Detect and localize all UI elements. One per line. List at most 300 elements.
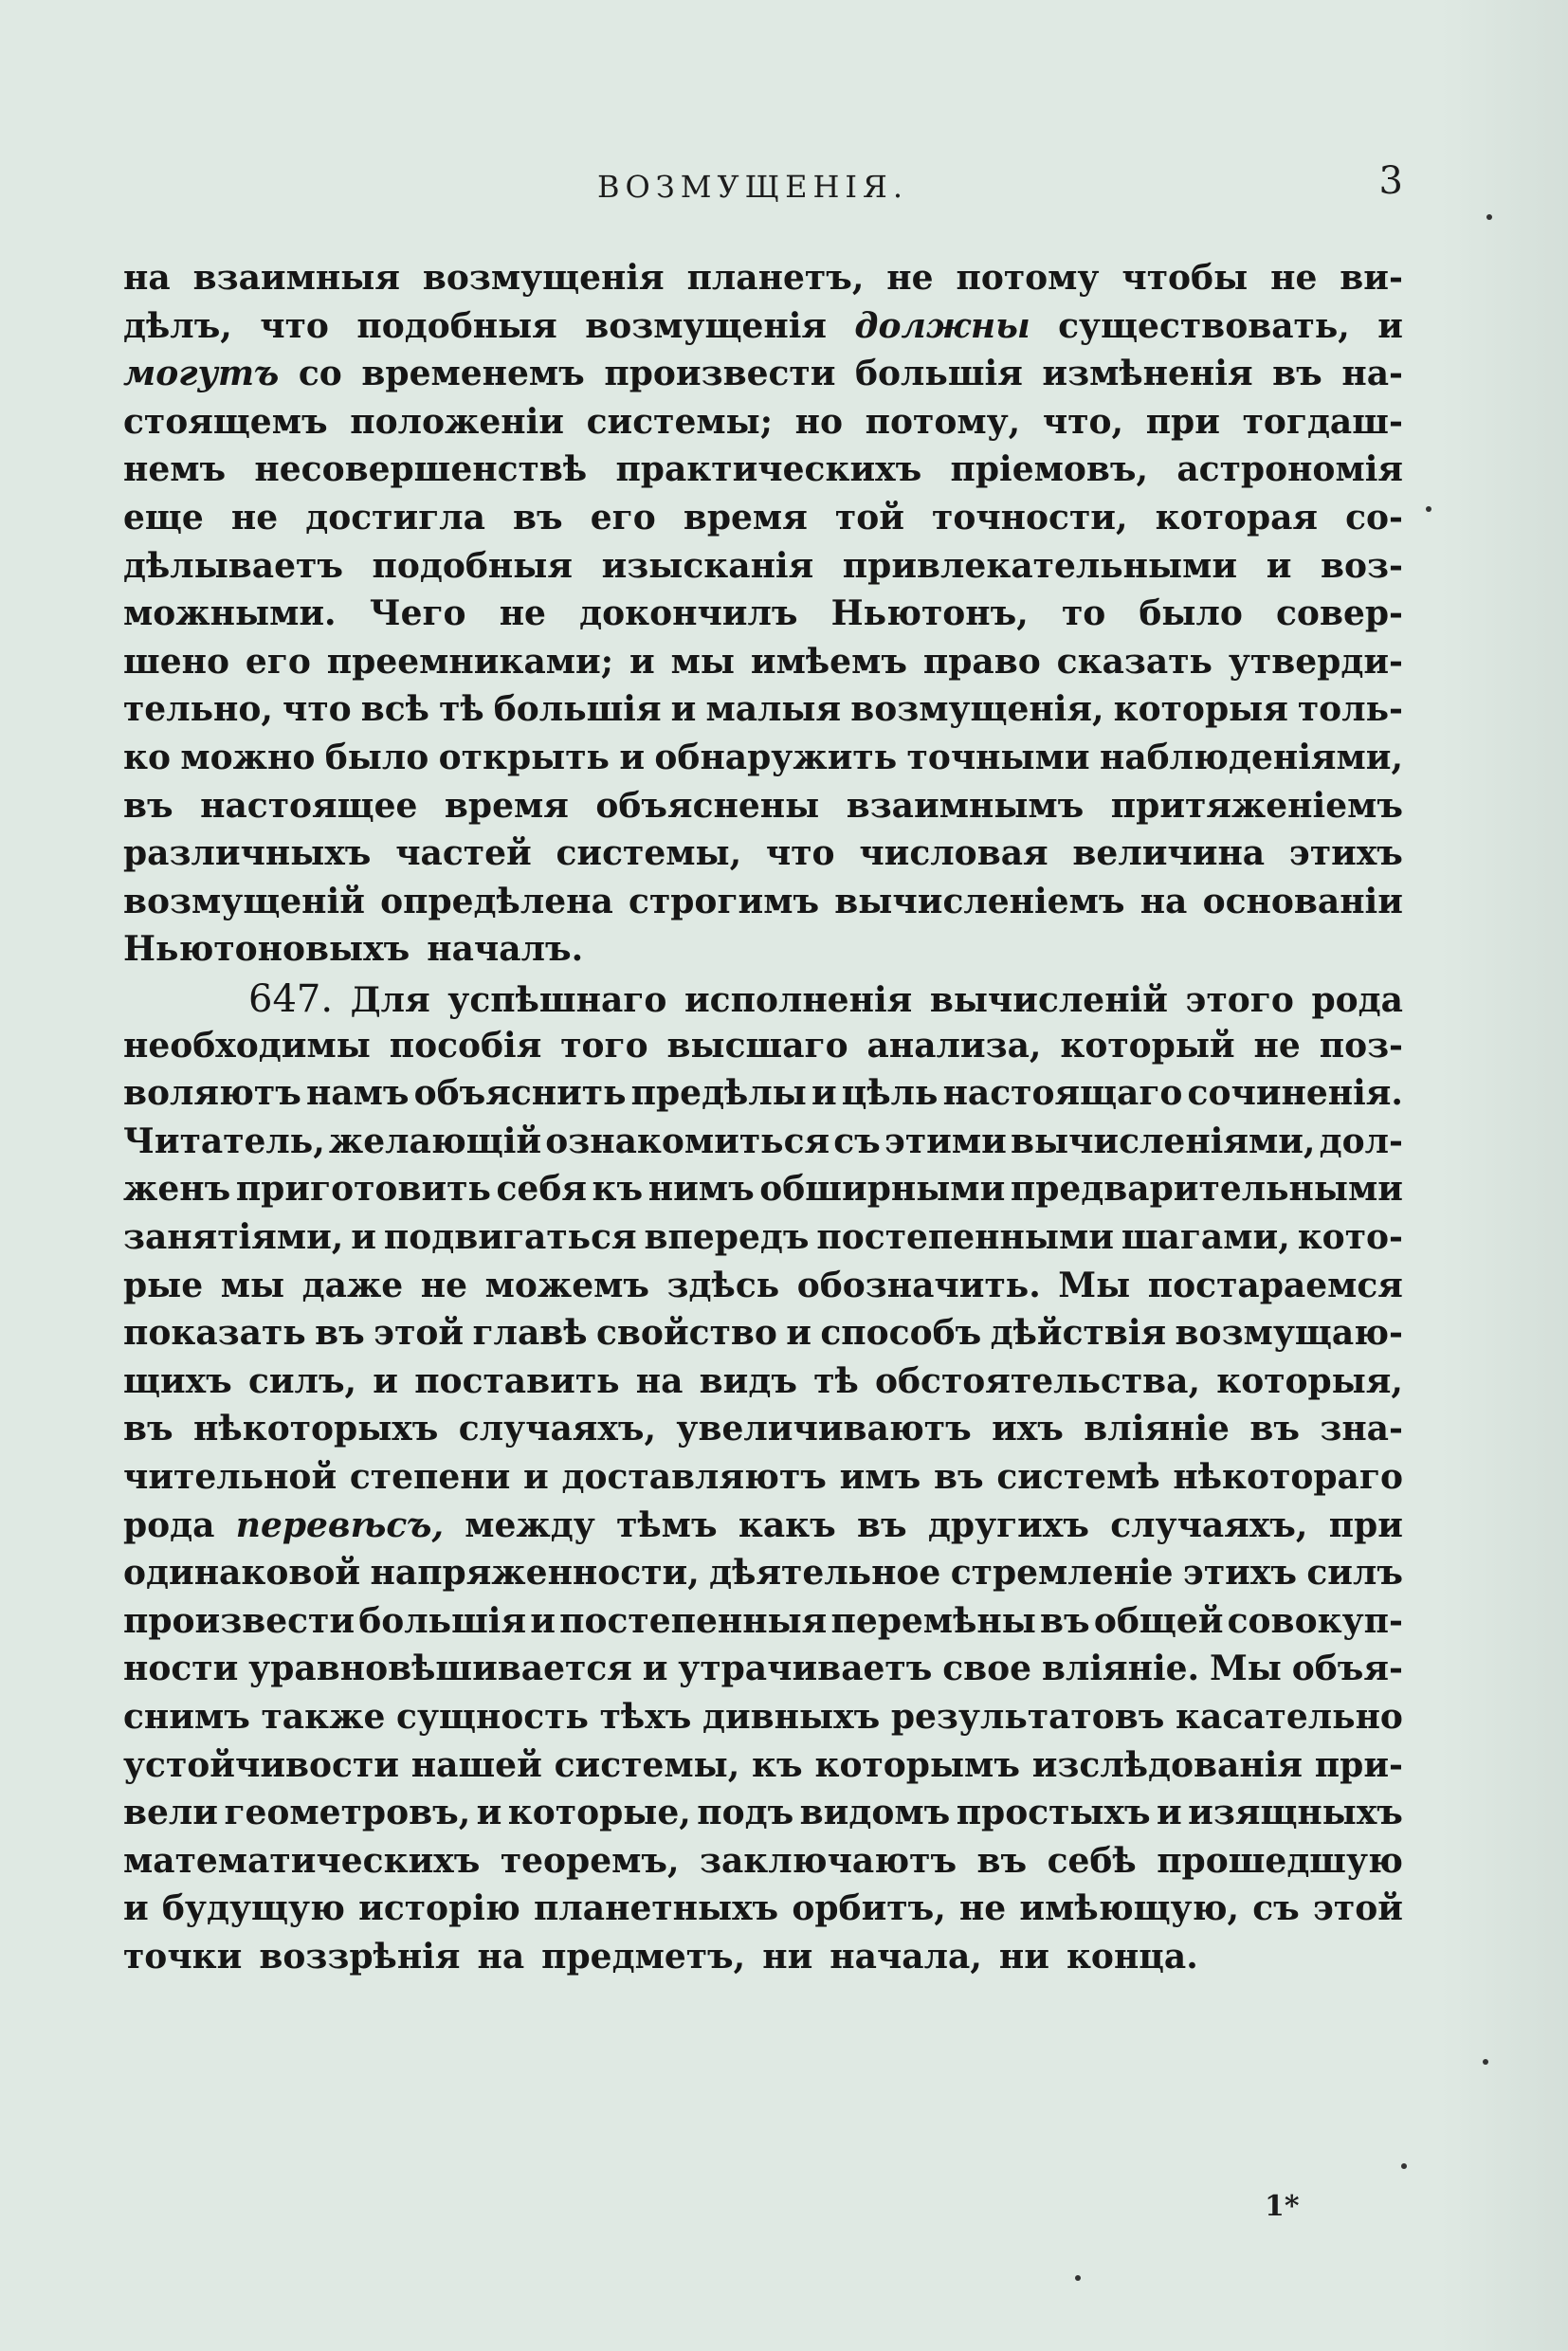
word: съ (833, 1121, 881, 1161)
word: Ньютонъ, (830, 593, 1029, 634)
word: Мы (1058, 1265, 1131, 1305)
word: этого (1185, 980, 1294, 1020)
word: строгимъ (629, 881, 820, 921)
word: при (1145, 401, 1220, 442)
word: мы (220, 1265, 285, 1305)
word: и (642, 1649, 668, 1689)
word: мы (670, 641, 735, 682)
word: постепенными (816, 1217, 1114, 1257)
word: тельно, (123, 689, 273, 730)
page-header (123, 159, 1403, 216)
word: которая (1155, 498, 1319, 538)
word: въ (123, 1409, 173, 1449)
text-line (123, 354, 1403, 403)
word: объя- (1291, 1649, 1403, 1689)
word: необходимы (123, 1025, 371, 1066)
word: планетныхъ (534, 1888, 779, 1929)
paper-speck (1426, 506, 1431, 512)
word: утрачиваетъ (678, 1649, 933, 1689)
word: увеличиваютъ (676, 1409, 972, 1449)
word: между (465, 1504, 595, 1545)
word: доставляютъ (561, 1457, 827, 1497)
word: въ (123, 785, 173, 826)
word: рода (123, 1504, 215, 1545)
word: системы, (556, 833, 742, 874)
word: степени (349, 1457, 511, 1497)
word: вели (123, 1793, 219, 1833)
word: произвести (604, 354, 836, 394)
word: ности (123, 1649, 239, 1689)
word: привлекательными (842, 545, 1238, 586)
text-line (123, 1409, 1403, 1458)
text-line (123, 1888, 1403, 1938)
word: имъ (839, 1457, 921, 1497)
paper-speck (1401, 2163, 1407, 2169)
word: возмущенія (422, 258, 665, 298)
word: сущность (396, 1697, 589, 1737)
word: немъ (123, 449, 227, 490)
word: на (123, 258, 171, 298)
word: но (794, 401, 844, 442)
word: возмущаю- (1175, 1313, 1403, 1354)
word: устойчивости (123, 1744, 399, 1785)
word: показать (123, 1313, 306, 1354)
word: не (886, 258, 934, 298)
word: тѣ (439, 689, 484, 730)
word: нашей (410, 1744, 542, 1785)
word: что (283, 689, 352, 730)
word: имѣющую, (1019, 1888, 1240, 1929)
word: его (245, 641, 311, 682)
word: намъ (305, 1073, 410, 1114)
word: перемѣны (830, 1600, 1036, 1641)
word: взаимныя (192, 258, 400, 298)
word: шено (123, 641, 229, 682)
word: на (477, 1937, 525, 1977)
word: въ (1272, 354, 1322, 394)
word: что (260, 305, 329, 346)
word: наблюденіями, (1099, 738, 1403, 777)
word: уравновѣшивается (248, 1649, 632, 1689)
word: будущую (161, 1888, 345, 1929)
word: Читатель, (123, 1121, 325, 1161)
word: должны (854, 305, 1030, 346)
word: анализа, (866, 1025, 1042, 1066)
word: возмущенія (585, 305, 827, 346)
word: въ (315, 1313, 365, 1354)
word: что, (1042, 401, 1124, 442)
text-line (123, 306, 1403, 355)
text-line (123, 1457, 1403, 1506)
word: орбитъ, (792, 1888, 946, 1929)
word: той (834, 498, 904, 538)
word: право (922, 641, 1041, 682)
text-line (123, 258, 1403, 307)
text-line (123, 1217, 1403, 1267)
word: при (1328, 1504, 1403, 1545)
word: нѣкоторыхъ (193, 1409, 439, 1449)
word: съ (1252, 1888, 1300, 1929)
word: точности, (932, 498, 1128, 538)
word: щихъ (123, 1360, 232, 1401)
word: системы; (586, 401, 774, 442)
word: и (530, 1600, 556, 1641)
text-line (123, 929, 1403, 978)
word: имѣемъ (750, 641, 907, 682)
word: было (324, 738, 429, 777)
word: и (476, 1793, 502, 1833)
text-line (123, 1697, 1403, 1746)
word: подобныя (372, 545, 573, 586)
word: не (230, 498, 279, 538)
word: пріемовъ, (950, 449, 1149, 490)
text-line (123, 1073, 1403, 1122)
word: совер- (1276, 593, 1403, 634)
word: подобныя (356, 305, 557, 346)
text-line (123, 786, 1403, 835)
word: докончилъ (579, 593, 798, 634)
page-edge-shadow (1441, 0, 1568, 2351)
paper-speck (1075, 2275, 1081, 2281)
word: другихъ (927, 1504, 1089, 1545)
text-line (123, 402, 1403, 451)
word: дол- (1319, 1121, 1403, 1161)
text-line (123, 1649, 1403, 1698)
paper-speck (1483, 2059, 1488, 2065)
word: того (560, 1025, 648, 1066)
word: сочиненія. (1187, 1073, 1403, 1114)
word: прошедшую (1157, 1840, 1403, 1881)
word: настоящаго (942, 1073, 1183, 1114)
word: желающій (328, 1121, 542, 1161)
text-line (123, 1553, 1403, 1602)
word: которыя (1113, 689, 1288, 730)
word: взаимнымъ (846, 785, 1085, 826)
word: сказать (1056, 641, 1212, 682)
word: постепенныя (559, 1600, 828, 1641)
word: себя (496, 1169, 587, 1210)
word: начала, (830, 1937, 982, 1977)
word: пособія (389, 1025, 542, 1066)
word: дѣятельное (709, 1553, 941, 1594)
word: кото- (1297, 1217, 1403, 1257)
word: вычисленіями, (1010, 1121, 1316, 1161)
word: этой (1313, 1888, 1403, 1929)
word: можно (180, 738, 316, 777)
word: потому (956, 258, 1100, 298)
text-line (123, 1266, 1403, 1315)
word: видъ (699, 1360, 797, 1401)
word: приготовить (235, 1169, 491, 1210)
word: возмущенія, (850, 689, 1104, 730)
word: большія (855, 354, 1023, 394)
word: произвести (123, 1600, 356, 1641)
word: касательно (1175, 1697, 1403, 1737)
word: результатовъ (890, 1697, 1165, 1737)
word: можемъ (484, 1265, 649, 1305)
word: еще (123, 498, 204, 538)
word: ко (123, 738, 172, 777)
word: напряженности, (370, 1553, 700, 1594)
word: этихъ (1288, 833, 1403, 874)
word: точными (906, 738, 1090, 777)
word: въ (933, 1457, 984, 1497)
word: нимъ (647, 1169, 755, 1210)
word: геометровъ, (224, 1793, 471, 1833)
word: шагами, (1121, 1217, 1290, 1257)
text-line (123, 689, 1403, 738)
word: предѣлы (630, 1073, 807, 1114)
text-line (123, 1361, 1403, 1411)
word: со- (1345, 498, 1403, 538)
word: зна- (1320, 1409, 1403, 1449)
word: поз- (1319, 1025, 1403, 1066)
text-line (123, 833, 1403, 883)
word: объяснены (595, 785, 820, 826)
word: предметъ, (541, 1937, 746, 1977)
word: этими (884, 1121, 1007, 1161)
text-line (123, 882, 1403, 931)
word: на (1140, 881, 1188, 921)
word: дѣйствія (990, 1313, 1167, 1354)
text-line (123, 449, 1403, 499)
word: и (786, 1313, 811, 1354)
word: цѣль (841, 1073, 939, 1114)
word: Ньютоновыхъ (123, 929, 410, 970)
text-line (123, 1601, 1403, 1650)
section-number: 647. (248, 977, 334, 1021)
word: предварительными (1010, 1169, 1403, 1210)
word: дѣлываетъ (123, 545, 343, 586)
word: одинаковой (123, 1553, 361, 1594)
word: всѣ (360, 689, 429, 730)
word: занятіями, (123, 1217, 344, 1257)
word: не (1270, 258, 1318, 298)
word: тогдаш- (1242, 401, 1403, 442)
word: положеніи (350, 401, 564, 442)
word: видомъ (799, 1793, 951, 1833)
word: обширными (759, 1169, 1006, 1210)
page-number: 3 (1378, 159, 1403, 203)
word: основаніи (1202, 881, 1403, 921)
word: въ (513, 498, 563, 538)
word: тѣ (813, 1360, 859, 1401)
word: силъ, (247, 1360, 357, 1401)
word: случаяхъ, (1110, 1504, 1308, 1545)
word: которымъ (814, 1744, 1020, 1785)
word: исторію (358, 1888, 520, 1929)
word: не (420, 1265, 468, 1305)
word: притяженіемъ (1110, 785, 1403, 826)
text-line (123, 1026, 1403, 1075)
word: и (670, 689, 697, 730)
word: началъ. (427, 929, 584, 970)
word: и (619, 738, 646, 777)
word: простыхъ (956, 1793, 1151, 1833)
word: что (765, 833, 835, 874)
word: дѣлъ, (123, 305, 232, 346)
word: астрономія (1176, 449, 1403, 490)
paper-speck (1486, 214, 1492, 220)
word: конца. (1066, 1937, 1198, 1977)
word: главѣ (472, 1313, 588, 1354)
word: достигла (305, 498, 485, 538)
text-line (248, 977, 1403, 1027)
word: настоящее (200, 785, 418, 826)
word: не (499, 593, 546, 634)
word: и (1377, 305, 1403, 346)
word: вліяніе. (1041, 1649, 1200, 1689)
word: не (1253, 1025, 1301, 1066)
word: вычисленіемъ (834, 881, 1125, 921)
text-line (123, 642, 1403, 691)
word: постараемся (1147, 1265, 1403, 1305)
word: теоремъ, (500, 1840, 680, 1881)
word: практическихъ (615, 449, 922, 490)
word: числовая (859, 833, 1048, 874)
word: впередъ (644, 1217, 810, 1257)
word: дивныхъ (702, 1697, 881, 1737)
word: существовать, (1058, 305, 1350, 346)
word: ни (998, 1937, 1049, 1977)
word: въ (857, 1504, 907, 1545)
word: несовершенствѣ (254, 449, 588, 490)
word: можными. (123, 593, 337, 634)
text-line (123, 1937, 1403, 1986)
word: опредѣлена (380, 881, 613, 921)
word: Для (350, 980, 430, 1020)
word: которые, (507, 1793, 691, 1833)
word: этихъ (1182, 1553, 1297, 1594)
word: подвигаться (383, 1217, 637, 1257)
word: системѣ (996, 1457, 1160, 1497)
word: измѣненія (1042, 354, 1253, 394)
word: исполненія (684, 980, 913, 1020)
word: который (1060, 1025, 1235, 1066)
word: математическихъ (123, 1840, 481, 1881)
word: ихъ (992, 1409, 1064, 1449)
word: обозначить. (796, 1265, 1041, 1305)
word: вліяніе (1084, 1409, 1230, 1449)
word: въ (976, 1840, 1028, 1881)
word: и (629, 641, 655, 682)
word: изслѣдованія (1031, 1744, 1303, 1785)
word: ознакомиться (545, 1121, 830, 1161)
word: Мы (1209, 1649, 1282, 1689)
word: величина (1072, 833, 1266, 874)
word: обнаружить (654, 738, 898, 777)
running-title: ВОЗМУЩЕНІЯ. (597, 169, 909, 205)
word: могутъ (123, 354, 280, 394)
text-line (123, 1745, 1403, 1795)
word: къ (752, 1744, 803, 1785)
word: также (261, 1697, 386, 1737)
word: воззрѣнія (259, 1937, 461, 1977)
word: къ (592, 1169, 644, 1210)
word: изысканія (601, 545, 814, 586)
word: здѣсь (666, 1265, 780, 1305)
word: случаяхъ, (458, 1409, 657, 1449)
text-line (123, 1793, 1403, 1842)
word: преемниками; (326, 641, 614, 682)
word: частей (395, 833, 532, 874)
word: чительной (123, 1457, 337, 1497)
word: со (298, 354, 342, 394)
word: было (1139, 593, 1243, 634)
word: себѣ (1047, 1840, 1137, 1881)
word: возмущеній (123, 881, 365, 921)
word: и (373, 1360, 398, 1401)
word: малыя (705, 689, 842, 730)
word: время (444, 785, 569, 826)
word: точки (123, 1937, 243, 1977)
word: вычисленій (929, 980, 1168, 1020)
word: этой (374, 1313, 465, 1354)
printer-signature-mark: 1* (1265, 2190, 1300, 2223)
word: тѣхъ (599, 1697, 692, 1737)
word: стоящемъ (123, 401, 328, 442)
word: успѣшнаго (447, 980, 667, 1020)
word: совокуп- (1227, 1600, 1403, 1641)
word: общей (1093, 1600, 1224, 1641)
word: женъ (123, 1169, 231, 1210)
word: и (1157, 1793, 1182, 1833)
word: которыя, (1216, 1360, 1403, 1401)
word: временемъ (361, 354, 585, 394)
word: утверди- (1228, 641, 1403, 682)
word: изящныхъ (1188, 1793, 1403, 1833)
word: на (635, 1360, 684, 1401)
word: снимъ (123, 1697, 250, 1737)
word: въ (1249, 1409, 1300, 1449)
text-line (123, 738, 1403, 787)
word: его (590, 498, 656, 538)
text-line (123, 593, 1403, 643)
word: и (351, 1217, 376, 1257)
text-line (123, 1841, 1403, 1890)
word: воляютъ (123, 1073, 301, 1114)
word: силъ (1306, 1553, 1403, 1594)
word: рые (123, 1265, 204, 1305)
word: подъ (697, 1793, 794, 1833)
word: при- (1314, 1744, 1403, 1785)
word: заключаютъ (699, 1840, 957, 1881)
word: то (1061, 593, 1106, 634)
word: ви- (1340, 258, 1403, 298)
word: и (811, 1073, 837, 1114)
word: объяснить (413, 1073, 627, 1114)
word: рода (1311, 980, 1403, 1020)
word: нѣкотораго (1173, 1457, 1403, 1497)
word: системы, (554, 1744, 740, 1785)
word: открыть (438, 738, 610, 777)
text-line (123, 1169, 1403, 1218)
word: перевѣсъ, (235, 1504, 444, 1545)
word: свойство (596, 1313, 777, 1354)
word: способъ (820, 1313, 982, 1354)
word: въ (1040, 1600, 1090, 1641)
word: ни (762, 1937, 813, 1977)
word: большія (358, 1600, 527, 1641)
word: и (1266, 545, 1292, 586)
word: чтобы (1121, 258, 1249, 298)
word: и (523, 1457, 549, 1497)
word: воз- (1320, 545, 1403, 586)
word: какъ (738, 1504, 836, 1545)
word: и (123, 1888, 149, 1929)
word: тѣмъ (616, 1504, 718, 1545)
word: не (958, 1888, 1007, 1929)
